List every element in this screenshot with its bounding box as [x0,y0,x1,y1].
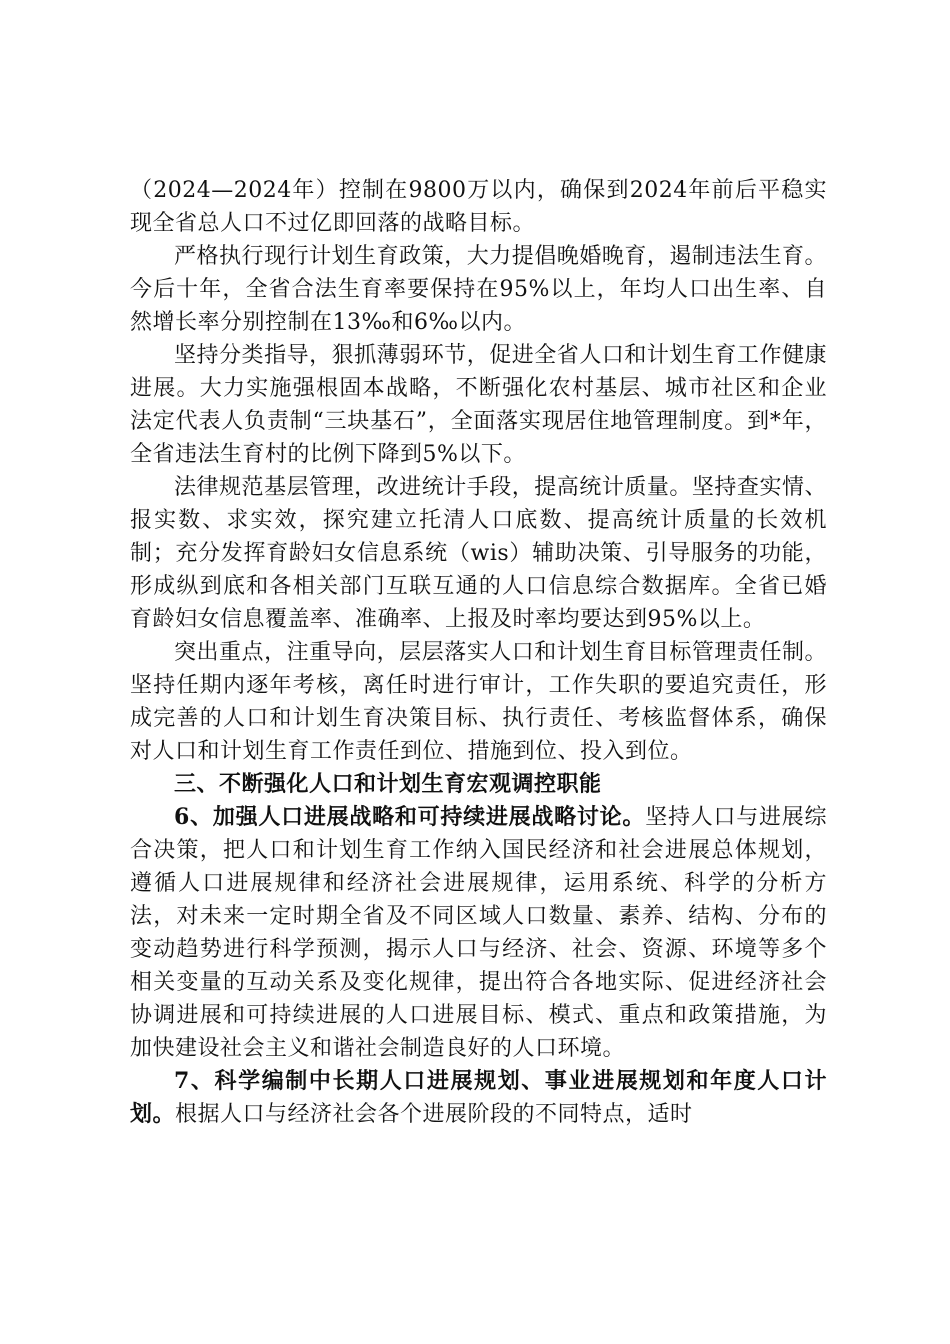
item-7-body: 根据人口与经济社会各个进展阶段的不同特点，适时 [175,1102,693,1127]
item-6-body: 坚持人口与进展综合决策，把人口和计划生育工作纳入国民经济和社会进展总体规划，遵循人口进展规律和经济社会进展规律，运用系统、科学的分析方法，对未来一定时期全省及不同区域人口数量、素养、结构、分布的变动趋势进行科学预测，揭示人口与经济、社会、资源、环境等多个相关变量的互动关系及变化规律，提出符合各地实际、促进经济社会协调进展和可持续进展的人口进展目标、模式、重点和政策措施，为加快建设社会主义和谐社会制造良好的人口环境。 [130,805,827,1061]
item-6-title: 6、加强人口进展战略和可持续进展战略讨论。 [174,804,646,830]
paragraph-4: 法律规范基层管理，改进统计手段，提高统计质量。坚持查实情、报实数、求实效，探究建立托清人口底数、提高统计质量的长效机制；充分发挥育龄妇女信息系统（wis）辅助决策、引导服务的功能，形成纵到底和各相关部门互联互通的人口信息综合数据库。全省已婚育龄妇女信息覆盖率、准确率、上报及时率均要达到95%以上。 [130,475,827,632]
paragraph-2: 严格执行现行计划生育政策，大力提倡晚婚晚育，遏制违法生育。今后十年，全省合法生育率要保持在95%以上，年均人口出生率、自然增长率分别控制在13‰和6‰以内。 [130,244,827,335]
paragraph-3: 坚持分类指导，狠抓薄弱环节，促进全省人口和计划生育工作健康进展。大力实施强根固本战略，不断强化农村基层、城市社区和企业法定代表人负责制“三块基石”，全面落实现居住地管理制度。到*年，全省违法生育村的比例下降到5%以下。 [130,343,827,467]
item-7-paragraph [130,1065,827,1131]
item-7-title: 7、科学编制中长期人口进展规划、事业进展规划和年度人口计划。 [130,1068,827,1127]
document-body [130,174,827,1131]
paragraph-5: 突出重点，注重导向，层层落实人口和计划生育目标管理责任制。坚持任期内逐年考核，离任时进行审计，工作失职的要追究责任，形成完善的人口和计划生育决策目标、执行责任、考核监督体系，确保对人口和计划生育工作责任到位、措施到位、投入到位。 [130,640,827,764]
item-6-paragraph [130,801,827,1065]
section-heading: 三、不断强化人口和计划生育宏观调控职能 [174,771,602,797]
paragraph-1: （2024—2024年）控制在9800万以内，确保到2024年前后平稳实现全省总人口不过亿即回落的战略目标。 [130,178,827,236]
